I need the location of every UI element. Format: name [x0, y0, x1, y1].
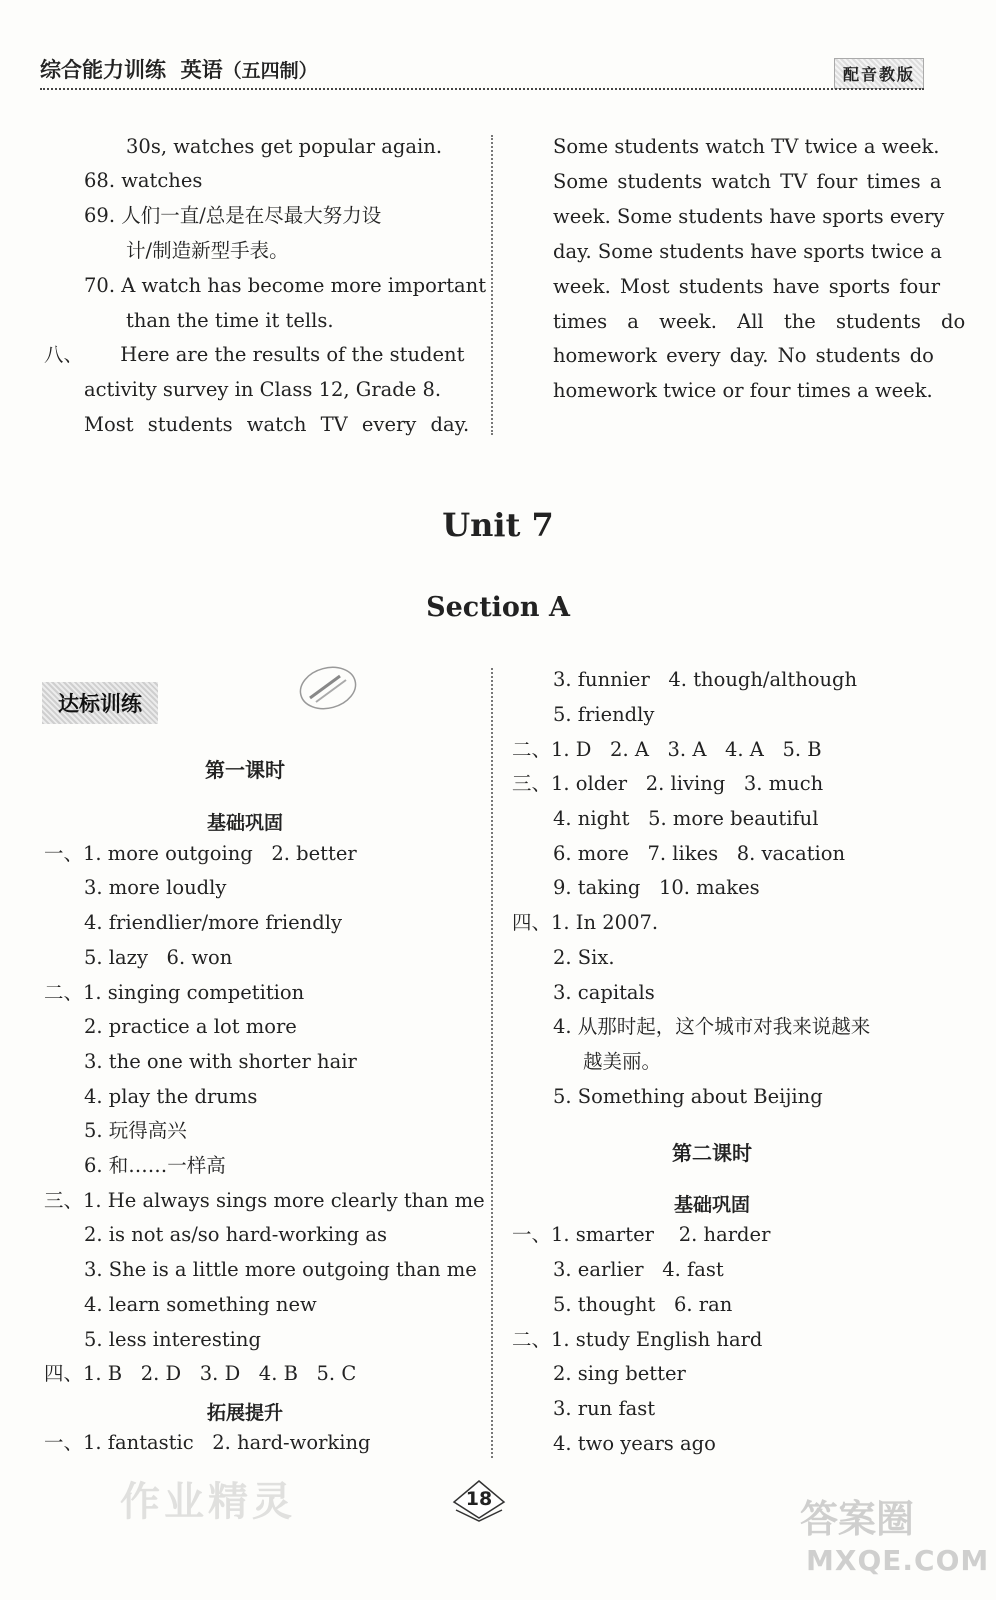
answer-line: 4. 从那时起，这个城市对我来说越来: [553, 1015, 871, 1038]
answer-line: 三、1. He always sings more clearly than me: [44, 1189, 485, 1212]
edition-note: （五四制）: [222, 60, 318, 82]
answer-line: 2. practice a lot more: [84, 1015, 297, 1038]
answer-line: 30s, watches get popular again.: [126, 135, 443, 158]
answer-line: Most students watch TV every day.: [84, 413, 470, 436]
answer-line: than the time it tells.: [126, 309, 334, 332]
subheading: 基础巩固: [206, 812, 283, 834]
answer-line: 2. is not as/so hard-working as: [84, 1223, 387, 1246]
answer-line: 四、1. In 2007.: [512, 911, 659, 934]
answer-line: 越美丽。: [583, 1050, 662, 1073]
answer-line: 3. capitals: [553, 981, 655, 1004]
answer-line: 4. friendlier/more friendly: [84, 911, 342, 934]
subheading: 基础巩固: [673, 1194, 750, 1216]
answer-line: 68. watches: [84, 169, 203, 192]
answer-line: 八、 Here are the results of the student: [44, 343, 465, 366]
answer-line: 4. night 5. more beautiful: [553, 807, 819, 830]
answer-line: 4. two years ago: [553, 1432, 716, 1455]
answer-line: 6. 和……一样高: [84, 1154, 226, 1177]
answer-line: 3. the one with shorter hair: [84, 1050, 357, 1073]
answer-line: 4. learn something new: [84, 1293, 317, 1316]
answer-line: 2. sing better: [553, 1362, 686, 1385]
lesson-heading: 第二课时: [672, 1141, 752, 1165]
answer-line: activity survey in Class 12, Grade 8.: [84, 378, 442, 401]
watermark-right: 答案圈: [800, 1497, 915, 1541]
answer-line: 3. She is a little more outgoing than me: [84, 1258, 477, 1281]
answer-line: 6. more 7. likes 8. vacation: [553, 842, 846, 865]
answer-line: 9. taking 10. makes: [553, 876, 760, 899]
answer-line: 3. more loudly: [84, 876, 227, 899]
answer-line: week. Most students have sports four: [553, 275, 941, 298]
watermark-left: 作业精灵: [120, 1479, 296, 1525]
column-divider-bottom: [491, 668, 493, 1458]
answer-line: 5. Something about Beijing: [553, 1085, 823, 1108]
answer-line: 四、1. B 2. D 3. D 4. B 5. C: [44, 1362, 357, 1385]
answer-line: 一、1. smarter 2. harder: [512, 1223, 771, 1246]
answer-line: 3. earlier 4. fast: [553, 1258, 724, 1281]
answer-line: 4. play the drums: [84, 1085, 258, 1108]
answer-line: 5. 玩得高兴: [84, 1119, 187, 1142]
answer-line: Some students watch TV four times a: [553, 170, 942, 193]
column-divider-top: [491, 135, 493, 435]
answer-line: 二、1. singing competition: [44, 981, 305, 1004]
answer-line: homework twice or four times a week.: [553, 379, 933, 402]
subheading: 拓展提升: [206, 1402, 283, 1424]
subject: 英语: [180, 58, 223, 82]
answer-line: 70. A watch has become more important: [84, 274, 487, 297]
answer-line: 5. thought 6. ran: [553, 1293, 733, 1316]
book-title: 综合能力训练: [40, 58, 166, 82]
answer-line: 5. less interesting: [84, 1328, 261, 1351]
answer-line: 计/制造新型手表。: [126, 239, 289, 262]
unit-title: Unit 7: [442, 506, 554, 544]
answer-line: homework every day. No students do: [553, 344, 934, 367]
answer-line: 2. Six.: [553, 946, 615, 969]
answer-line: 一、1. more outgoing 2. better: [44, 842, 357, 865]
pencil-icon: [296, 662, 360, 714]
answer-line: 二、1. D 2. A 3. A 4. A 5. B: [512, 738, 822, 761]
answer-line: 一、1. fantastic 2. hard-working: [44, 1431, 371, 1454]
answer-line: times a week. All the students do: [553, 310, 966, 333]
training-badge: 达标训练: [42, 682, 158, 724]
answer-line: 3. funnier 4. though/although: [553, 668, 858, 691]
answer-line: 5. lazy 6. won: [84, 946, 233, 969]
header-divider: [40, 88, 924, 90]
answer-line: week. Some students have sports every: [553, 205, 945, 228]
page-number: 18: [465, 1488, 493, 1510]
answer-line: day. Some students have sports twice a: [553, 240, 942, 263]
answer-line: 二、1. study English hard: [512, 1328, 763, 1351]
edition-badge: 配音教版: [834, 58, 924, 89]
answer-line: 69. 人们一直/总是在尽最大努力设: [84, 204, 382, 227]
answer-line: 3. run fast: [553, 1397, 656, 1420]
answer-line: 5. friendly: [553, 703, 655, 726]
section-title: Section A: [426, 592, 570, 623]
answer-line: 三、1. older 2. living 3. much: [512, 772, 824, 795]
watermark-site: MXQE.COM: [806, 1544, 990, 1577]
answer-line: Some students watch TV twice a week.: [553, 135, 940, 158]
running-header: [40, 54, 318, 84]
lesson-heading: 第一课时: [205, 758, 285, 782]
